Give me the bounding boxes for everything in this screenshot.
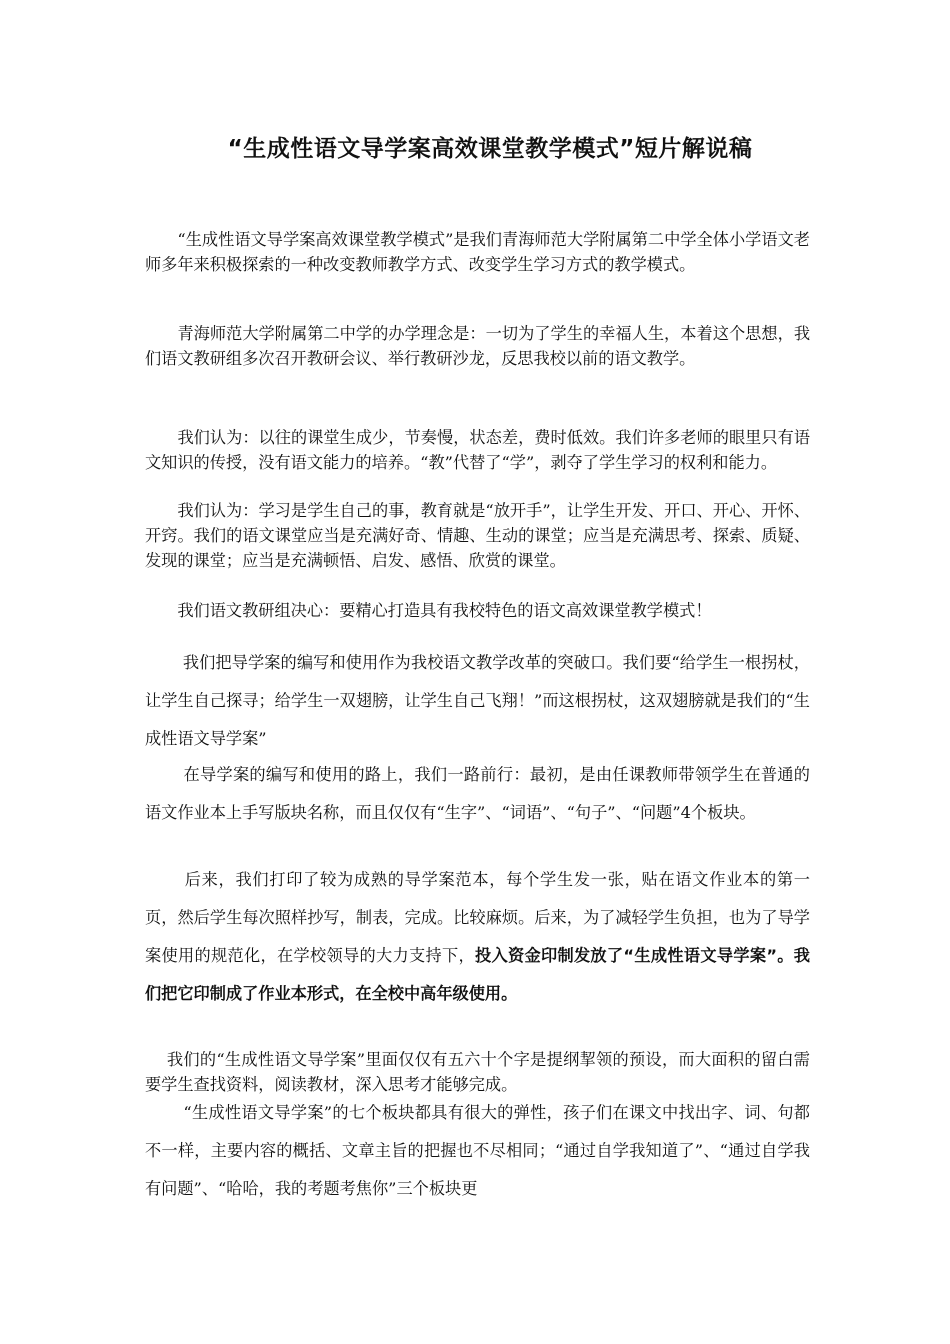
paragraph-text: 在导学案的编写和使用的路上，我们一路前行：最初，是由任课教师带领学生在普通的语文作业本上手写版块名称，而且仅仅有“生字”、“词语”、“句子”、“问题”4个板块。 <box>145 765 810 822</box>
paragraph-8 <box>145 861 810 1013</box>
paragraph-3 <box>145 425 810 475</box>
paragraph-4 <box>145 498 810 573</box>
paragraph-10 <box>145 1094 810 1208</box>
paragraph-indent <box>145 230 177 249</box>
paragraph-2 <box>145 321 810 371</box>
paragraph-indent <box>145 1103 183 1122</box>
paragraph-indent <box>145 870 185 889</box>
paragraph-text: 我们认为：学习是学生自己的事，教育就是“放开手”，让学生开发、开口、开心、开怀、开窍。我们的语文课堂应当是充满好奇、情趣、生动的课堂；应当是充满思考、探索、质疑、发现的课堂；应当是充满顿悟、启发、感悟、欣赏的课堂。 <box>145 501 810 570</box>
paragraph-text: 我们认为：以往的课堂生成少，节奏慢，状态差，费时低效。我们许多老师的眼里只有语文知识的传授，没有语文能力的培养。“教”代替了“学”，剥夺了学生学习的权利和能力。 <box>145 428 811 472</box>
paragraph-indent <box>145 765 183 784</box>
paragraph-9 <box>145 1047 810 1097</box>
paragraph-6 <box>145 644 810 758</box>
document-title: “生成性语文导学案高效课堂教学模式”短片解说稿 <box>227 136 753 162</box>
paragraph-1 <box>145 227 810 277</box>
paragraph-text: 我们把导学案的编写和使用作为我校语文教学改革的突破口。我们要“给学生一根拐杖，让学生自己探寻；给学生一双翅膀，让学生自己飞翔！”而这根拐杖，这双翅膀就是我们的“生成性语文导学案” <box>145 653 810 748</box>
paragraph-text: 青海师范大学附属第二中学的办学理念是：一切为了学生的幸福人生，本着这个思想，我们语文教研组多次召开教研会议、举行教研沙龙，反思我校以前的语文教学。 <box>145 324 811 368</box>
paragraph-indent <box>145 1050 167 1069</box>
paragraph-indent <box>145 501 177 520</box>
paragraph-indent <box>145 428 177 447</box>
paragraph-5 <box>145 598 810 623</box>
paragraph-text: 后来，我们打印了较为成熟的导学案范本，每个学生发一张，贴在语文作业本的第一页，然后学生每次照样抄写，制表，完成。比较麻烦。后来，为了减轻学生负担，也为了导学案使用的规范化，在学校领导的大力支持下， <box>145 870 810 965</box>
paragraph-7 <box>145 756 810 832</box>
paragraph-bold-text: 投入资金印制发放了“生成性语文导学案”。我们把它印制成了作业本形式，在全校中高年级使用。 <box>145 946 810 1003</box>
paragraph-text: 我们语文教研组决心：要精心打造具有我校特色的语文高效课堂教学模式！ <box>177 601 712 620</box>
paragraph-indent <box>145 653 183 672</box>
paragraph-indent <box>145 324 177 343</box>
paragraph-text: “生成性语文导学案”的七个板块都具有很大的弹性，孩子们在课文中找出字、词、句都不一样，主要内容的概括、文章主旨的把握也不尽相同；“通过自学我知道了”、“通过自学我有问题”、“哈哈，我的考题考焦你”三个板块更 <box>145 1103 810 1198</box>
paragraph-text: “生成性语文导学案高效课堂教学模式”是我们青海师范大学附属第二中学全体小学语文老师多年来积极探索的一种改变教师教学方式、改变学生学习方式的教学模式。 <box>145 230 810 274</box>
paragraph-text: 我们的“生成性语文导学案”里面仅仅有五六十个字是提纲挈领的预设，而大面积的留白需要学生查找资料，阅读教材，深入思考才能够完成。 <box>145 1050 810 1094</box>
paragraph-indent <box>145 601 177 620</box>
